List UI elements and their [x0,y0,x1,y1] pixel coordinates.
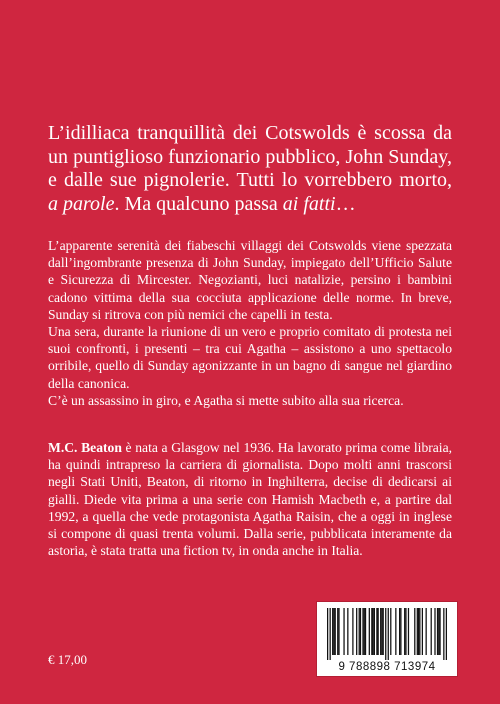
synopsis-paragraph-2: Una sera, durante la riunione di un vero e proprio comitato di protesta nei suoi confronti, i presenti – tra cui Agatha – assistono a uno spettacolo orribile, quello di Sunday agonizzante in un bagno di sangue nel giardino della canonica. [48,324,452,391]
barcode-bar [439,608,440,655]
barcode-bar [426,608,427,655]
barcode-bar [378,608,379,655]
barcode-bar [385,608,386,660]
barcode-bar [431,608,432,655]
barcode-bar [362,608,363,655]
barcode-bar [405,608,406,655]
barcode-bar [437,608,438,655]
barcode-bar [332,608,333,655]
barcode-bar [399,608,400,655]
synopsis-paragraph-1: L’apparente serenità dei fiabeschi villaggi dei Cotswolds viene spezzata dall’ingombrante presenza di John Sunday, impiegato dell’Ufficio Salute e Sicurezza di Mircester. Negozianti, luci natalizie, persino i bambini cadono vittima della sua cocciuta applicazione delle norme. In breve, Sunday si ritrova con più nemici che capelli in testa. [48,238,452,322]
barcode-digits: 9 788898 713974 [338,661,436,673]
barcode-bar [364,608,365,655]
barcode-bar [438,608,439,655]
barcode-bar [372,608,373,655]
barcode-bar [356,608,357,655]
barcode-bar [388,608,389,660]
barcode-bar [347,608,348,655]
barcode-bar [374,608,375,655]
author-bio [48,439,452,559]
barcode-bar [352,608,353,655]
synopsis-paragraph-3: C’è un assassino in giro, e Agatha si mette subito alla sua ricerca. [48,392,404,408]
price-label: € 17,00 [48,652,87,667]
barcode-bar [365,608,366,655]
author-bio-text: è nata a Glasgow nel 1936. Ha lavorato prima come libraia, ha quindi intrapreso la carriera di giornalista. Dopo molti anni trascorsi negli Stati Uniti, Beaton, di ritorno in Inghilterra, decise di dedicarsi ai gialli. Diede vita prima a una serie con Hamish Macbeth e, a partire dal 1992, a quella che vede protagonista Agatha Raisin, che a oggi in inglese si compone di quasi trenta volumi. Dalla serie, pubblicata interamente da astoria, è stata tratta una fiction tv, in onda anche in Italia. [48,440,453,559]
author-bio-paragraph [48,439,452,559]
barcode-bar [376,608,377,655]
teaser-paragraph [48,122,452,216]
barcode-bar [327,608,328,660]
barcode-bar [381,608,382,655]
barcode-bar [395,608,396,655]
barcode-bar [335,608,336,655]
isbn-barcode [316,601,458,677]
barcode-bar [414,608,415,655]
barcode-bar [418,608,419,655]
barcode-bar [422,608,423,655]
barcode-bar [333,608,334,655]
barcode-bar [419,608,420,655]
author-name: M.C. Beaton [48,440,122,455]
teaser-text-2: . Ma qualcuno passa [114,192,283,215]
teaser-text-1: L’idilliaca tranquillità dei Cotswolds è scossa da un puntiglioso funzionario pubblico, John Sunday, e dalle sue pignolerie. Tutti lo vorrebbero morto, [48,122,452,191]
barcode-bar [338,608,339,655]
barcode-bar [330,608,331,660]
barcode-bar [383,608,384,655]
barcode-bar [337,608,338,655]
synopsis [48,237,452,409]
barcode-bar [380,608,381,655]
barcode-bar [343,608,344,655]
barcode-bar [371,608,372,655]
barcode-bar [417,608,418,655]
barcode-bar [408,608,409,655]
barcode-bar [400,608,401,655]
barcode-bar [434,608,435,655]
teaser-blurb [48,122,452,216]
teaser-italic-1: a parole [48,192,115,215]
teaser-italic-2: ai fatti [282,192,336,215]
barcode-bar [359,608,360,655]
barcode-bars [327,608,447,660]
barcode-bar [443,608,444,660]
barcode-bar [446,608,447,660]
barcode-bar [360,608,361,655]
barcode-bar [404,608,405,655]
barcode-bar [369,608,370,655]
teaser-text-3: … [335,192,356,215]
barcode-bar [390,608,391,655]
